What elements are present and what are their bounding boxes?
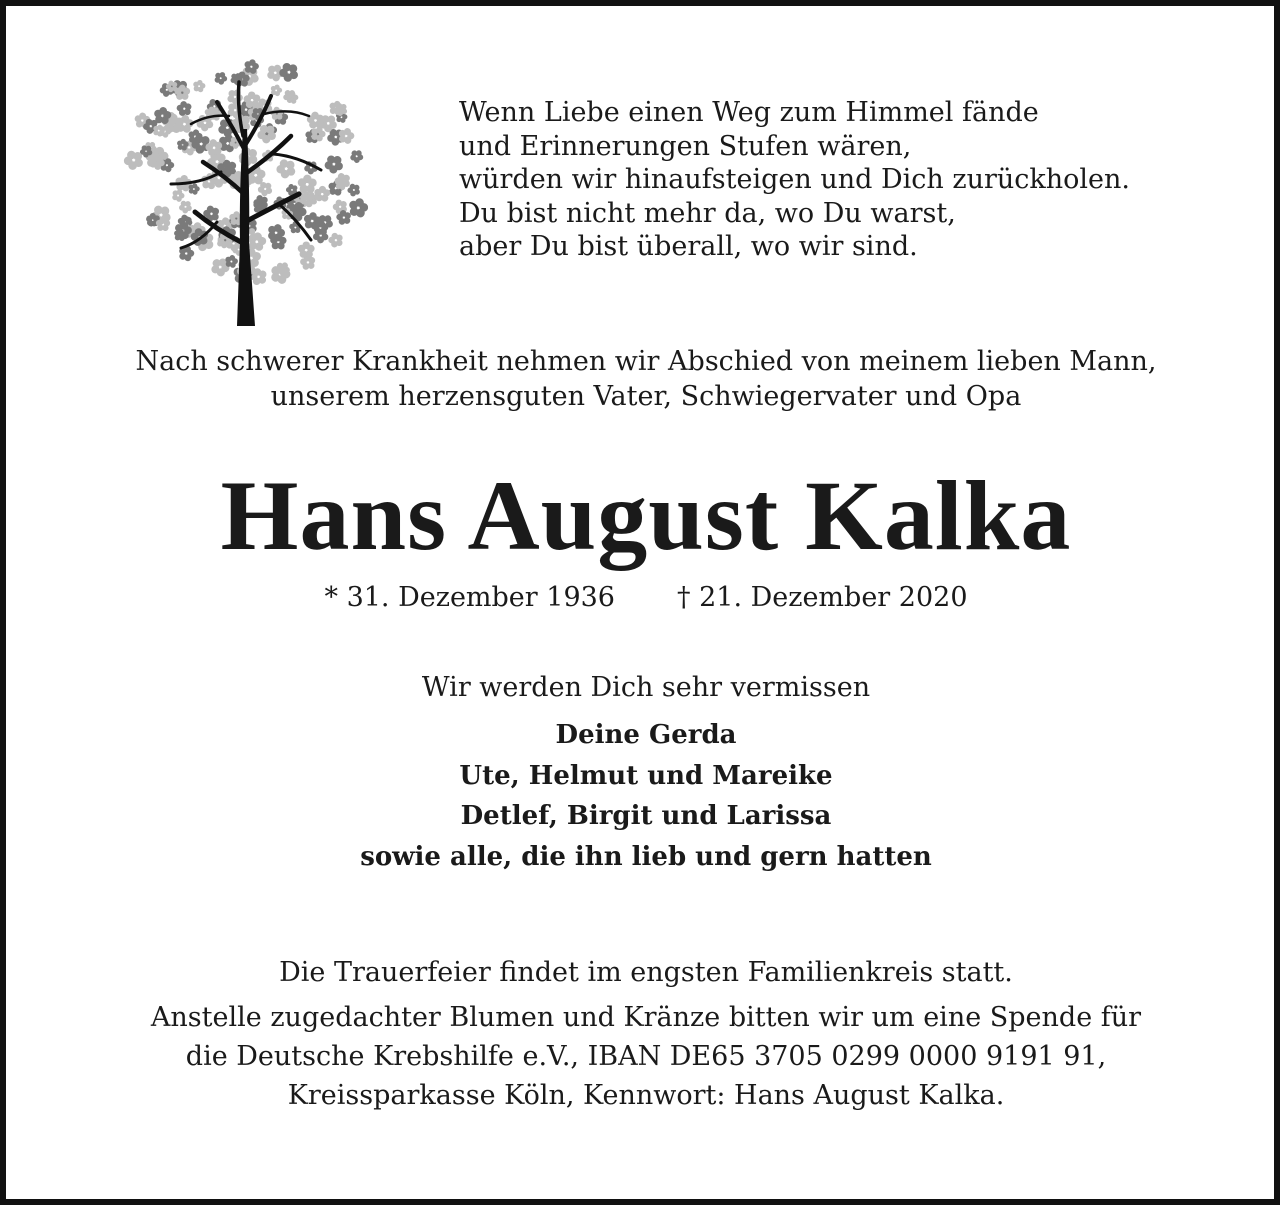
blossom [192, 79, 207, 93]
death-date: † 21. Dezember 2020 [677, 582, 968, 613]
poem-line: und Erinnerungen Stufen wären, [459, 130, 912, 162]
blossom [322, 151, 347, 176]
deceased-name: Hans August Kalka [220, 460, 1072, 571]
life-dates [6, 580, 1280, 615]
intro-line: unserem herzensguten Vater, Schwiegervater und Opa [270, 381, 1022, 412]
mourner-line: Ute, Helmut und Mareike [459, 760, 833, 791]
intro-text [6, 344, 1280, 414]
poem [459, 96, 1239, 264]
blossom [348, 147, 366, 165]
intro-line: Nach schwerer Krankheit nehmen wir Abschied von meinem lieben Mann, [135, 346, 1157, 377]
blossom [298, 241, 315, 257]
mourner-line: sowie alle, die ihn lieb und gern hatten [360, 841, 932, 872]
poem-line: würden wir hinaufsteigen und Dich zurückholen. [459, 164, 1130, 195]
birth-date: * 31. Dezember 1936 [324, 582, 615, 613]
mourner-line: Detlef, Birgit und Larissa [460, 801, 832, 831]
funeral-notes [6, 953, 1280, 1115]
farewell-line: Wir werden Dich sehr vermissen [421, 672, 871, 703]
mourners-list [6, 715, 1280, 877]
donation-line: Anstelle zugedachter Blumen und Kränze bitten wir um eine Spende für [150, 1002, 1142, 1033]
mourner-line: Deine Gerda [555, 720, 737, 750]
donation-line: die Deutsche Krebshilfe e.V., IBAN DE65 3705 0299 0000 9191 91, [185, 1041, 1107, 1072]
poem-line: Du bist nicht mehr da, wo Du warst, [459, 197, 956, 229]
blossom [212, 70, 229, 87]
blossom [298, 174, 317, 193]
donation-line: Kreissparkasse Köln, Kennwort: Hans August Kalka. [287, 1080, 1005, 1111]
blossom [276, 59, 302, 85]
blossom [326, 230, 346, 250]
poem-line: Wenn Liebe einen Weg zum Himmel fände [459, 97, 1039, 128]
poem-line: aber Du bist überall, wo wir sind. [459, 231, 918, 262]
blossom-tree-icon [121, 44, 376, 326]
service-note: Die Trauerfeier findet im engsten Familienkreis statt. [279, 957, 1013, 988]
